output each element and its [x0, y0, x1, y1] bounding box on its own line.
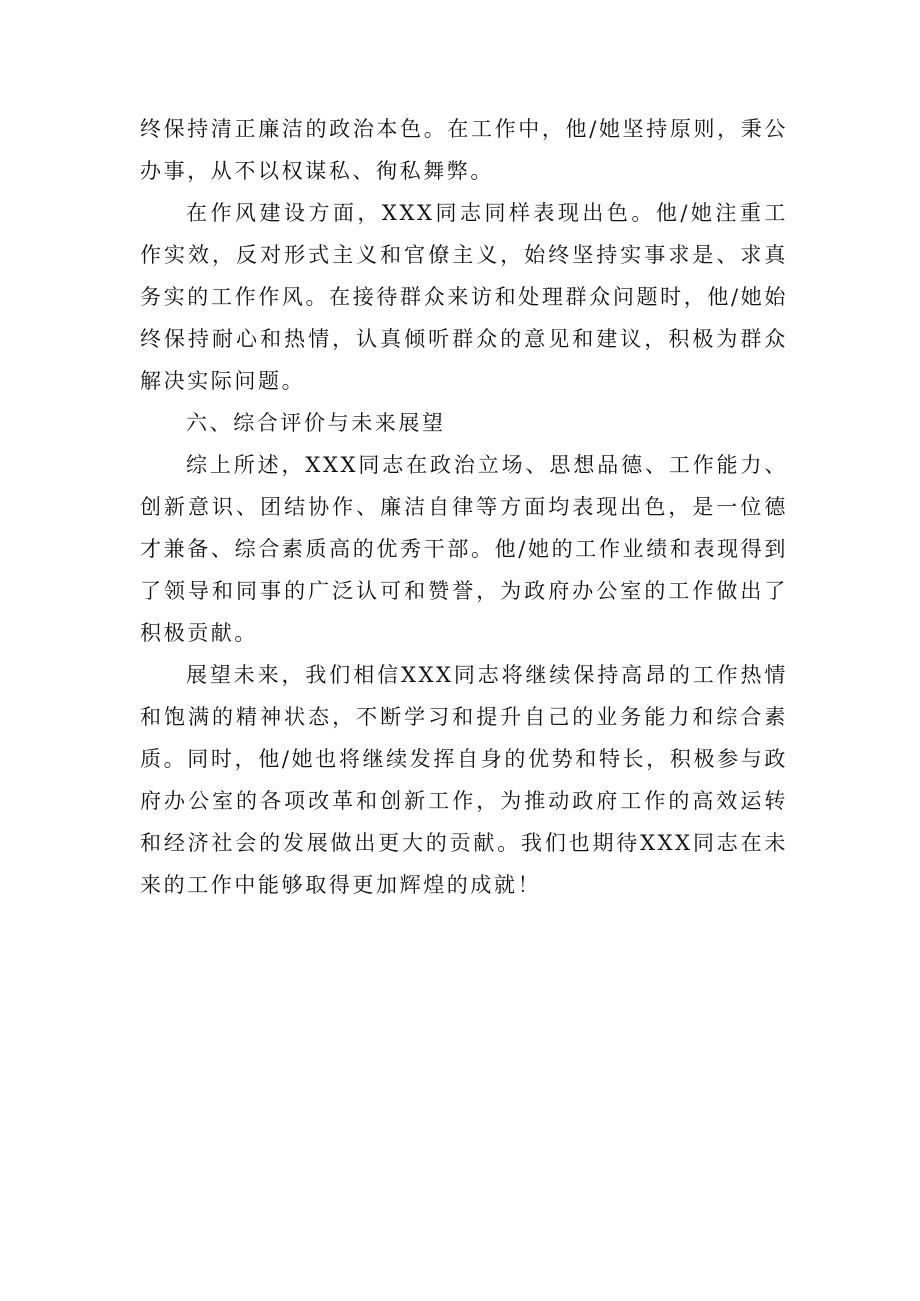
paragraph-integrity-continuation: 终保持清正廉洁的政治本色。在工作中，他/她坚持原则，秉公办事，从不以权谋私、徇私舞弊。 — [140, 117, 788, 183]
section-heading-evaluation: 六、综合评价与未来展望 — [186, 411, 446, 435]
document-body — [140, 108, 788, 906]
paragraph-outlook: 展望未来，我们相信XXX同志将继续保持高昂的工作热情和饱满的精神状态，不断学习和提升自己的业务能力和综合素质。同时，他/她也将继续发挥自身的优势和特长，积极参与政府办公室的各项改革和创新工作，为推动政府工作的高效运转和经济社会的发展做出更大的贡献。我们也期待XXX同志在未来的工作中能够取得更加辉煌的成就！ — [140, 663, 788, 897]
paragraph-work-style: 在作风建设方面，XXX同志同样表现出色。他/她注重工作实效，反对形式主义和官僚主义，始终坚持实事求是、求真务实的工作作风。在接待群众来访和处理群众问题时，他/她始终保持耐心和热情，认真倾听群众的意见和建议，积极为群众解决实际问题。 — [140, 201, 788, 393]
paragraph-summary: 综上所述，XXX同志在政治立场、思想品德、工作能力、创新意识、团结协作、廉洁自律等方面均表现出色，是一位德才兼备、综合素质高的优秀干部。他/她的工作业绩和表现得到了领导和同事的广泛认可和赞誉，为政府办公室的工作做出了积极贡献。 — [140, 453, 788, 645]
